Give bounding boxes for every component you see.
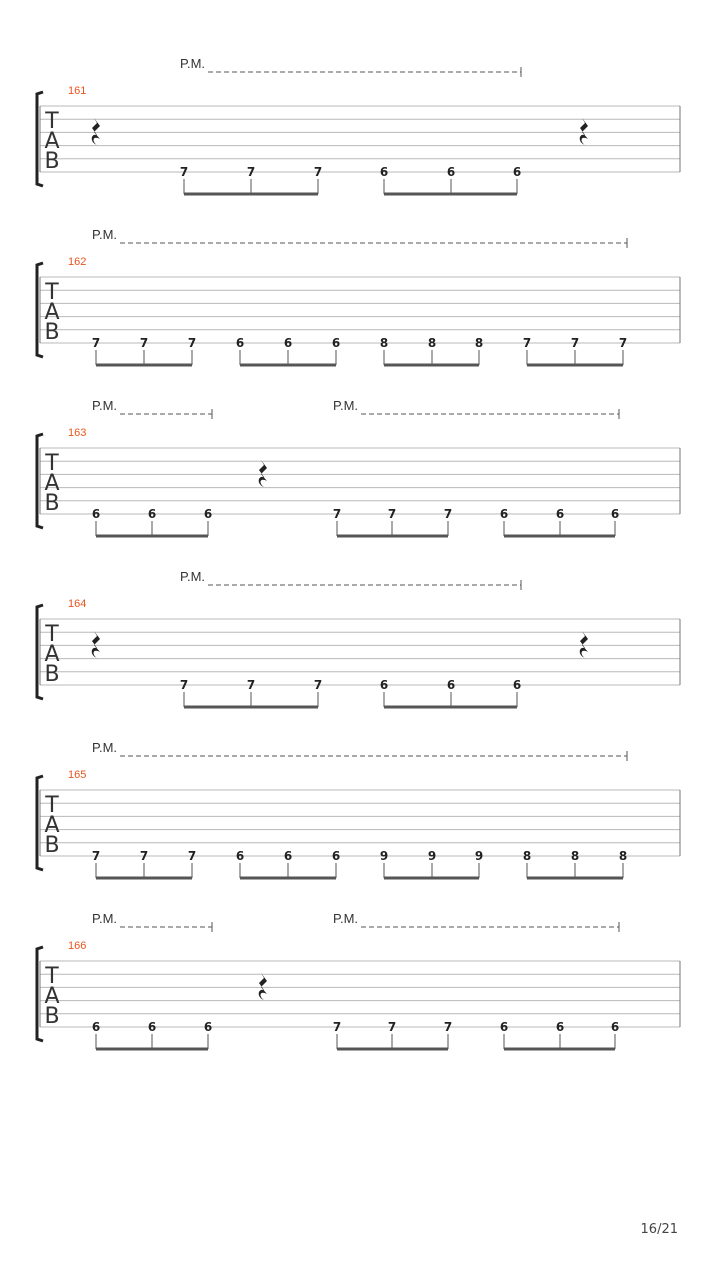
palm-mute-label: P.M. [92, 740, 118, 755]
fret-number: 8 [474, 336, 484, 350]
tab-system [37, 569, 680, 707]
quarter-rest [92, 631, 100, 658]
tab-clef-letter: T [45, 109, 59, 134]
fret-number: 7 [187, 849, 197, 863]
fret-number: 6 [379, 678, 389, 692]
fret-number: 6 [610, 507, 620, 521]
fret-number: 6 [512, 678, 522, 692]
fret-number: 7 [246, 678, 256, 692]
fret-number: 6 [283, 336, 293, 350]
measure-number: 161 [68, 85, 87, 97]
fret-number: 9 [379, 849, 389, 863]
tab-clef-letter: B [44, 662, 60, 687]
quarter-rest [259, 973, 267, 1000]
fret-number: 7 [332, 1020, 342, 1034]
tab-clef-letter: A [44, 471, 60, 496]
tab-clef-letter: A [44, 813, 60, 838]
fret-number: 7 [246, 165, 256, 179]
fret-number: 7 [91, 849, 101, 863]
palm-mute-label: P.M. [333, 398, 359, 413]
palm-mute-label: P.M. [333, 911, 359, 926]
palm-mute-label: P.M. [92, 911, 118, 926]
fret-number: 7 [139, 336, 149, 350]
tab-clef-letter: T [45, 964, 59, 989]
quarter-rest [580, 631, 588, 658]
tab-clef-letter: B [44, 149, 60, 174]
fret-number: 7 [387, 507, 397, 521]
fret-number: 6 [283, 849, 293, 863]
tab-system [37, 911, 680, 1049]
palm-mute-label: P.M. [92, 227, 118, 242]
tab-clef-letter: A [44, 300, 60, 325]
fret-number: 6 [203, 1020, 213, 1034]
fret-number: 6 [235, 849, 245, 863]
tab-clef-letter: B [44, 320, 60, 345]
fret-number: 6 [147, 1020, 157, 1034]
fret-number: 7 [443, 1020, 453, 1034]
tab-system [37, 227, 680, 365]
fret-number: 7 [179, 165, 189, 179]
palm-mute-label: P.M. [180, 569, 206, 584]
quarter-rest [92, 118, 100, 145]
palm-mute-label: P.M. [180, 56, 206, 71]
fret-number: 7 [570, 336, 580, 350]
tab-clef-letter: T [45, 280, 59, 305]
fret-number: 9 [427, 849, 437, 863]
tab-system [37, 56, 680, 194]
fret-number: 8 [427, 336, 437, 350]
measure-number: 163 [68, 427, 87, 439]
tab-clef-letter: B [44, 491, 60, 516]
tab-clef-letter: A [44, 642, 60, 667]
fret-number: 6 [91, 1020, 101, 1034]
tab-clef-letter: A [44, 984, 60, 1009]
fret-number: 6 [555, 507, 565, 521]
tab-system [37, 398, 680, 536]
fret-number: 6 [512, 165, 522, 179]
fret-number: 7 [91, 336, 101, 350]
fret-number: 8 [522, 849, 532, 863]
fret-number: 7 [618, 336, 628, 350]
page-number: 16/21 [640, 1222, 678, 1237]
fret-number: 7 [313, 165, 323, 179]
measure-number: 165 [68, 769, 87, 781]
fret-number: 6 [499, 1020, 509, 1034]
palm-mute-label: P.M. [92, 398, 118, 413]
quarter-rest [580, 118, 588, 145]
fret-number: 7 [139, 849, 149, 863]
tab-clef-letter: T [45, 622, 59, 647]
tab-clef-letter: B [44, 833, 60, 858]
fret-number: 6 [147, 507, 157, 521]
fret-number: 7 [179, 678, 189, 692]
tab-clef-letter: T [45, 451, 59, 476]
fret-number: 9 [474, 849, 484, 863]
quarter-rest [259, 460, 267, 487]
fret-number: 6 [235, 336, 245, 350]
fret-number: 8 [570, 849, 580, 863]
fret-number: 7 [387, 1020, 397, 1034]
fret-number: 6 [331, 849, 341, 863]
fret-number: 7 [443, 507, 453, 521]
fret-number: 7 [332, 507, 342, 521]
measure-number: 162 [68, 256, 87, 268]
tab-clef-letter: B [44, 1004, 60, 1029]
tab-system [37, 740, 680, 878]
fret-number: 6 [203, 507, 213, 521]
fret-number: 8 [618, 849, 628, 863]
fret-number: 7 [313, 678, 323, 692]
fret-number: 6 [499, 507, 509, 521]
fret-number: 6 [91, 507, 101, 521]
measure-number: 164 [68, 598, 87, 610]
tab-clef-letter: T [45, 793, 59, 818]
fret-number: 6 [331, 336, 341, 350]
fret-number: 6 [610, 1020, 620, 1034]
tab-clef-letter: A [44, 129, 60, 154]
fret-number: 7 [187, 336, 197, 350]
measure-number: 166 [68, 940, 87, 952]
fret-number: 6 [446, 165, 456, 179]
fret-number: 6 [446, 678, 456, 692]
fret-number: 8 [379, 336, 389, 350]
fret-number: 7 [522, 336, 532, 350]
fret-number: 6 [555, 1020, 565, 1034]
fret-number: 6 [379, 165, 389, 179]
